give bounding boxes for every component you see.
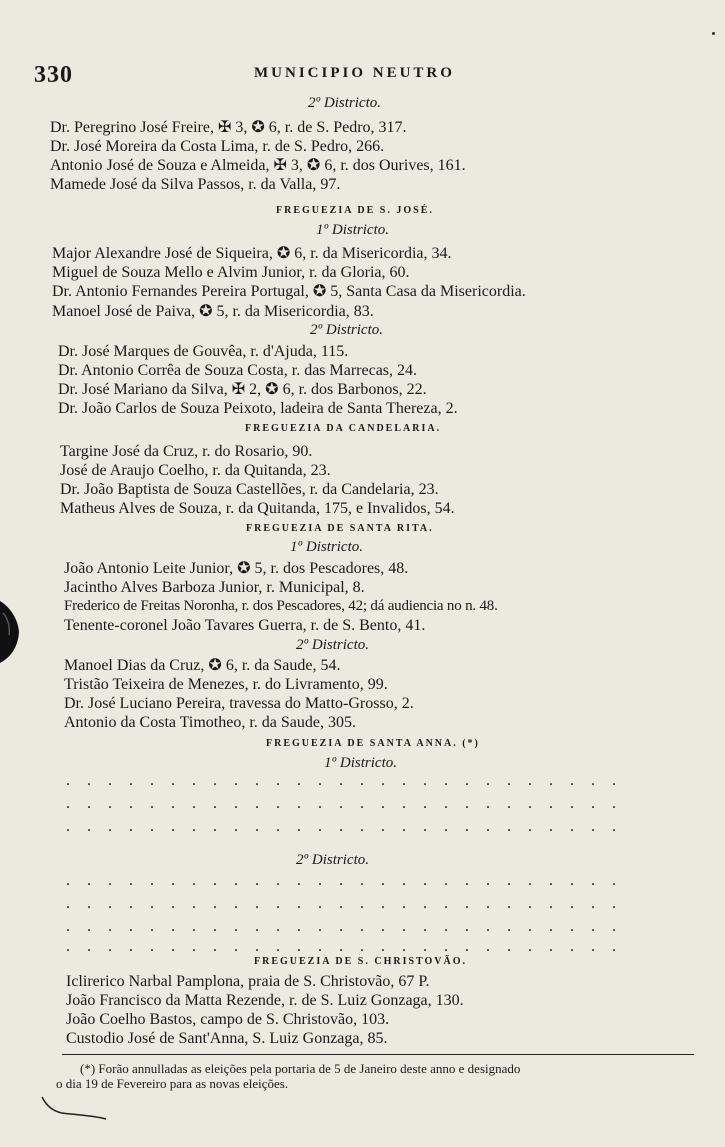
district-heading: 1º Districto. — [290, 539, 363, 555]
entry-line: Dr. José Moreira da Costa Lima, r. de S. Pedro, 266. — [50, 138, 385, 155]
dotted-line: ........................... — [66, 895, 633, 912]
parish-heading: FREGUEZIA DE S. CHRISTOVÃO. — [254, 956, 468, 967]
entry-line: Dr. Antonio Fernandes Pereira Portugal, ✪ 5, Santa Casa da Misericordia. — [52, 283, 526, 300]
parish-heading: FREGUEZIA DA CANDELARIA. — [245, 423, 442, 434]
entry-line: Dr. Peregrino José Freire, ✠ 3, ✪ 6, r. de S. Pedro, 317. — [50, 119, 407, 136]
entry-line: Tenente-coronel João Tavares Guerra, r. de S. Bento, 41. — [64, 617, 426, 634]
entry-line: Miguel de Souza Mello e Alvim Junior, r. da Gloria, 60. — [52, 264, 410, 281]
district-heading: 1º Districto. — [316, 222, 389, 238]
district-heading: 1º Districto. — [324, 755, 397, 771]
running-title: MUNICIPIO NEUTRO — [254, 65, 455, 81]
entry-line: Dr. Antonio Corrêa de Souza Costa, r. das Marrecas, 24. — [58, 362, 418, 379]
ink-spot — [712, 32, 715, 35]
entry-line: João Antonio Leite Junior, ✪ 5, r. dos Pescadores, 48. — [64, 560, 409, 577]
footnote-rule — [62, 1054, 694, 1055]
entry-line: Targine José da Cruz, r. do Rosario, 90. — [60, 443, 313, 460]
dotted-line: ........................... — [66, 938, 633, 955]
parish-heading: FREGUEZIA DE SANTA RITA. — [246, 523, 434, 534]
entry-line: Jacintho Alves Barboza Junior, r. Municipal, 8. — [64, 579, 365, 596]
ink-blot — [0, 597, 20, 667]
entry-line: Frederico de Freitas Noronha, r. dos Pescadores, 42; dá audiencia no n. 48. — [64, 598, 498, 614]
entry-line: Major Alexandre José de Siqueira, ✪ 6, r. da Misericordia, 34. — [52, 245, 452, 262]
page-number: 330 — [34, 62, 73, 88]
entry-line: Dr. José Luciano Pereira, travessa do Matto-Grosso, 2. — [64, 695, 414, 712]
dotted-line: ........................... — [66, 872, 633, 889]
entry-line: Dr. João Carlos de Souza Peixoto, ladeira de Santa Thereza, 2. — [58, 400, 458, 417]
footnote-line: (*) Forão annulladas as eleições pela portaria de 5 de Janeiro deste anno e designado — [80, 1061, 521, 1076]
entry-line: Matheus Alves de Souza, r. da Quitanda, 175, e Invalidos, 54. — [60, 500, 455, 517]
entry-line: Tristão Teixeira de Menezes, r. do Livramento, 99. — [64, 676, 388, 693]
district-heading: 2º Districto. — [308, 95, 381, 111]
dotted-line: ........................... — [66, 818, 633, 835]
entry-line: Manoel José de Paiva, ✪ 5, r. da Misericordia, 83. — [52, 303, 374, 320]
district-heading: 2º Districto. — [296, 637, 369, 653]
entry-line: José de Araujo Coelho, r. da Quitanda, 23. — [60, 462, 331, 479]
entry-line: Manoel Dias da Cruz, ✪ 6, r. da Saude, 54. — [64, 657, 341, 674]
dotted-line: ........................... — [66, 772, 633, 789]
entry-line: Iclirerico Narbal Pamplona, praia de S. Christovão, 67 P. — [66, 973, 430, 990]
entry-line: Antonio José de Souza e Almeida, ✠ 3, ✪ 6, r. dos Ourives, 161. — [50, 157, 466, 174]
footnote-line: o dia 19 de Fevereiro para as novas eleições. — [56, 1076, 289, 1091]
entry-line: Dr. José Mariano da Silva, ✠ 2, ✪ 6, r. dos Barbonos, 22. — [58, 381, 427, 398]
entry-line: Antonio da Costa Timotheo, r. da Saude, 305. — [64, 714, 356, 731]
entry-line: João Coelho Bastos, campo de S. Christovão, 103. — [66, 1011, 390, 1028]
entry-line: João Francisco da Matta Rezende, r. de S. Luiz Gonzaga, 130. — [66, 992, 464, 1009]
district-heading: 2º Districto. — [296, 852, 369, 868]
entry-line: Dr. José Marques de Gouvêa, r. d'Ajuda, 115. — [58, 343, 349, 360]
parish-heading: FREGUEZIA DE SANTA ANNA. (*) — [266, 738, 480, 749]
district-heading: 2º Districto. — [310, 322, 383, 338]
pen-mark — [40, 1095, 110, 1120]
entry-line: Dr. João Baptista de Souza Castellões, r. da Candelaria, 23. — [60, 481, 439, 498]
parish-heading: FREGUEZIA DE S. JOSÉ. — [276, 205, 434, 216]
entry-line: Custodio José de Sant'Anna, S. Luiz Gonzaga, 85. — [66, 1030, 388, 1047]
entry-line: Mamede José da Silva Passos, r. da Valla, 97. — [50, 176, 341, 193]
dotted-line: ........................... — [66, 918, 633, 935]
dotted-line: ........................... — [66, 795, 633, 812]
